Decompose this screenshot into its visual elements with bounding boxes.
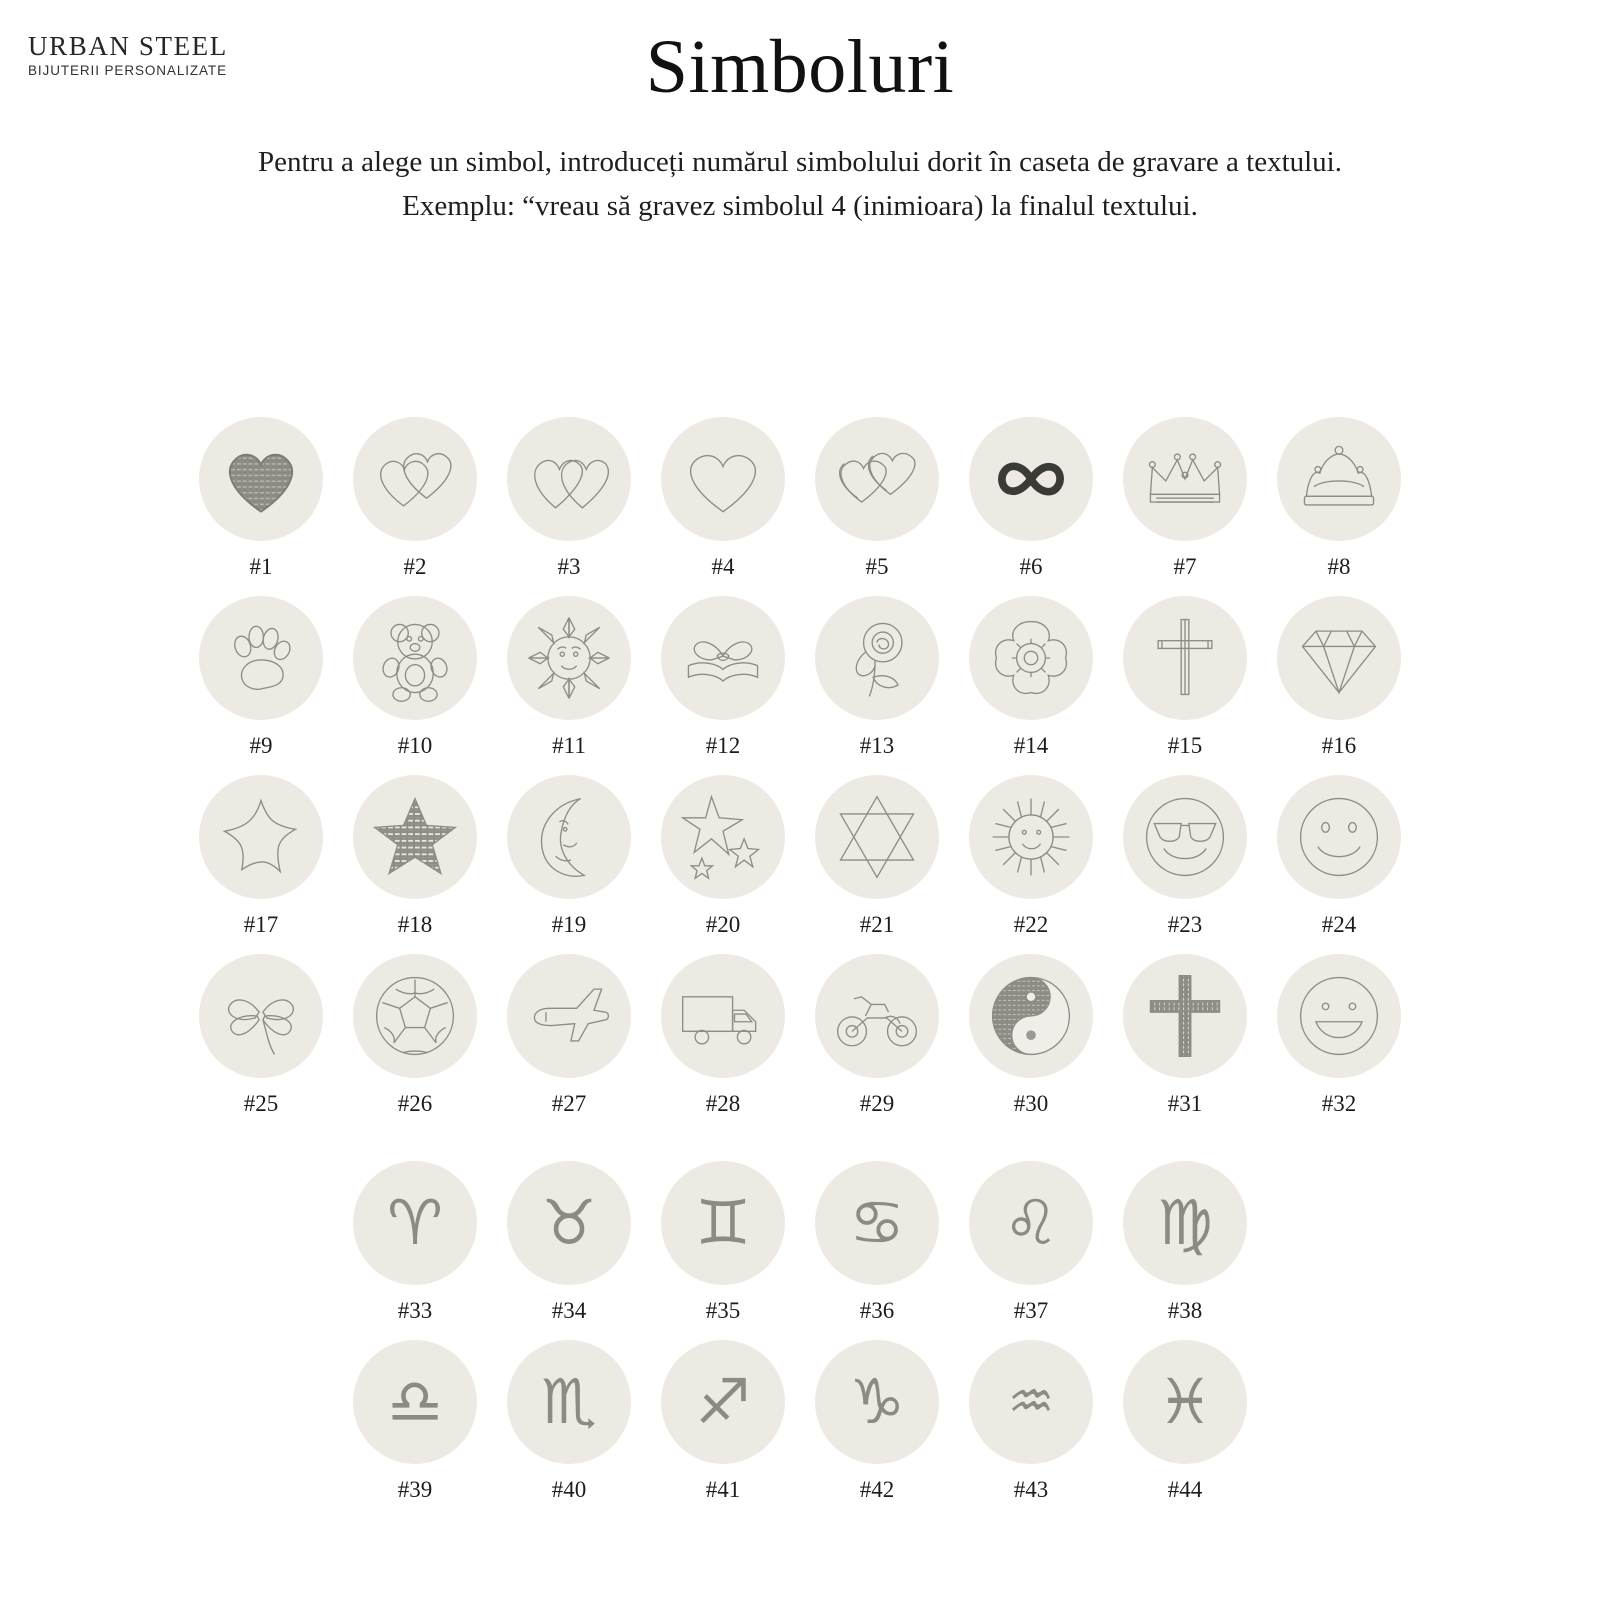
brand-tagline: BIJUTERII PERSONALIZATE	[28, 63, 227, 79]
virgo-icon: ♍	[1157, 1186, 1213, 1259]
yin-yang-icon	[983, 968, 1079, 1064]
symbol-disc[interactable]	[199, 417, 323, 541]
aquarius-icon: ♒	[1007, 1372, 1055, 1432]
truck-icon	[675, 968, 771, 1064]
symbol-caption: #41	[705, 1477, 741, 1502]
scorpio-icon: ♏	[541, 1365, 597, 1438]
symbol-cell-1[interactable]	[196, 417, 326, 580]
symbol-cell-33[interactable]	[350, 1161, 480, 1324]
symbol-cell-8[interactable]	[1274, 417, 1404, 580]
symbol-disc[interactable]	[1123, 1340, 1247, 1464]
star-striped-icon	[367, 789, 463, 885]
symbol-caption: #31	[1167, 1091, 1203, 1116]
symbol-cell-35[interactable]	[658, 1161, 788, 1324]
star-of-david-icon	[829, 789, 925, 885]
taurus-icon: ♉	[541, 1186, 597, 1259]
instructions-line-1: Pentru a alege un simbol, introduceți numărul simbolului dorit în caseta de gravare a	[258, 146, 1239, 178]
symbol-cell-36[interactable]	[812, 1161, 942, 1324]
symbol-disc[interactable]	[815, 417, 939, 541]
symbol-row	[0, 954, 1600, 1117]
symbol-disc[interactable]	[199, 596, 323, 720]
zodiac-row	[0, 1340, 1600, 1503]
smiley-face-icon	[1291, 789, 1387, 885]
symbol-row	[0, 417, 1600, 580]
symbol-caption: #6	[1019, 554, 1043, 579]
symbol-cell-25[interactable]	[196, 954, 326, 1117]
symbol-caption: #38	[1167, 1298, 1203, 1323]
symbol-caption: #20	[705, 912, 741, 937]
two-hearts-side-icon	[521, 431, 617, 527]
symbol-caption: #37	[1013, 1298, 1049, 1323]
symbol-disc[interactable]	[815, 1340, 939, 1464]
symbol-caption: #3	[557, 554, 581, 579]
symbol-cell-18[interactable]	[350, 775, 480, 938]
symbol-caption: #2	[403, 554, 427, 579]
crown-royal-icon	[1291, 431, 1387, 527]
symbol-caption: #26	[397, 1091, 433, 1116]
symbol-disc[interactable]	[507, 596, 631, 720]
symbol-disc[interactable]	[661, 775, 785, 899]
gemini-icon: ♊	[695, 1186, 751, 1259]
symbol-disc[interactable]	[507, 1161, 631, 1285]
infinity-icon	[983, 431, 1079, 527]
heart-outline-icon	[675, 431, 771, 527]
symbol-caption: #7	[1173, 554, 1197, 579]
symbol-caption: #27	[551, 1091, 587, 1116]
symbol-caption: #14	[1013, 733, 1049, 758]
symbol-disc[interactable]	[969, 954, 1093, 1078]
cross-icon	[1137, 610, 1233, 706]
symbol-caption: #44	[1167, 1477, 1203, 1502]
brand-name: URBAN STEEL	[28, 31, 228, 61]
cross-striped-icon	[1137, 968, 1233, 1064]
instructions	[245, 141, 1355, 228]
symbol-disc[interactable]	[353, 1161, 477, 1285]
symbol-disc[interactable]	[1277, 596, 1401, 720]
symbol-cell-14[interactable]	[966, 596, 1096, 759]
symbol-cell-17[interactable]	[196, 775, 326, 938]
symbol-caption: #24	[1321, 912, 1357, 937]
symbol-disc[interactable]	[353, 417, 477, 541]
symbol-disc[interactable]	[969, 417, 1093, 541]
ribbon-bow-icon	[675, 610, 771, 706]
shooting-stars-icon	[675, 789, 771, 885]
symbol-caption: #11	[552, 733, 586, 758]
aries-icon: ♈	[387, 1186, 443, 1259]
crescent-moon-face-icon	[521, 789, 617, 885]
symbol-disc[interactable]	[1123, 954, 1247, 1078]
diamond-icon	[1291, 610, 1387, 706]
symbol-cell-24[interactable]	[1274, 775, 1404, 938]
symbol-cell-11[interactable]	[504, 596, 634, 759]
symbol-disc[interactable]	[353, 596, 477, 720]
symbol-caption: #12	[705, 733, 741, 758]
symbol-disc[interactable]	[1123, 417, 1247, 541]
symbol-disc[interactable]	[199, 775, 323, 899]
symbol-caption: #39	[397, 1477, 433, 1502]
zodiac-row	[0, 1161, 1600, 1324]
symbol-disc[interactable]	[661, 596, 785, 720]
symbol-row	[0, 596, 1600, 759]
rose-flower-icon	[829, 610, 925, 706]
symbol-disc[interactable]	[1123, 1161, 1247, 1285]
sun-face-icon	[521, 610, 617, 706]
symbol-disc[interactable]	[1277, 417, 1401, 541]
symbol-disc[interactable]	[969, 1340, 1093, 1464]
zodiac-grid	[0, 1161, 1600, 1503]
symbol-disc[interactable]	[661, 1161, 785, 1285]
symbol-caption: #28	[705, 1091, 741, 1116]
capricorn-icon: ♑	[849, 1365, 905, 1438]
symbol-cell-26[interactable]	[350, 954, 480, 1117]
symbol-disc[interactable]	[815, 954, 939, 1078]
symbol-disc[interactable]	[969, 596, 1093, 720]
symbol-cell-23[interactable]	[1120, 775, 1250, 938]
symbol-disc[interactable]	[199, 954, 323, 1078]
heart-filled-striped-icon	[213, 431, 309, 527]
symbol-disc[interactable]	[661, 1340, 785, 1464]
symbol-caption: #25	[243, 1091, 279, 1116]
symbol-caption: #32	[1321, 1091, 1357, 1116]
smiling-sun-icon	[983, 789, 1079, 885]
symbol-caption: #33	[397, 1298, 433, 1323]
symbol-disc[interactable]	[969, 775, 1093, 899]
symbol-disc[interactable]	[507, 954, 631, 1078]
symbol-cell-21[interactable]	[812, 775, 942, 938]
symbol-cell-41[interactable]	[658, 1340, 788, 1503]
symbol-disc[interactable]	[661, 417, 785, 541]
symbol-cell-37[interactable]	[966, 1161, 1096, 1324]
four-leaf-clover-icon	[213, 968, 309, 1064]
symbol-disc[interactable]	[969, 1161, 1093, 1285]
symbol-disc[interactable]	[1277, 775, 1401, 899]
symbol-disc[interactable]	[353, 1340, 477, 1464]
symbol-caption: #4	[711, 554, 735, 579]
smiley-sunglasses-icon	[1137, 789, 1233, 885]
instructions-line-2: textului. Exemplu: “vreau să gravez simbolul 4 (inimioara) la finalul textului.	[402, 146, 1342, 222]
symbol-disc[interactable]	[353, 775, 477, 899]
symbol-cell-20[interactable]	[658, 775, 788, 938]
symbol-disc[interactable]	[507, 417, 631, 541]
symbol-cell-27[interactable]	[504, 954, 634, 1117]
symbol-cell-15[interactable]	[1120, 596, 1250, 759]
symbol-disc[interactable]	[1277, 954, 1401, 1078]
blossom-flower-icon	[983, 610, 1079, 706]
symbol-caption: #19	[551, 912, 587, 937]
symbol-cell-40[interactable]	[504, 1340, 634, 1503]
symbol-caption: #1	[249, 554, 273, 579]
symbol-cell-12[interactable]	[658, 596, 788, 759]
leo-icon: ♌	[1003, 1186, 1059, 1259]
symbol-cell-28[interactable]	[658, 954, 788, 1117]
symbol-caption: #30	[1013, 1091, 1049, 1116]
symbol-cell-13[interactable]	[812, 596, 942, 759]
symbol-caption: #21	[859, 912, 895, 937]
symbol-cell-10[interactable]	[350, 596, 480, 759]
crown-ornate-icon	[1137, 431, 1233, 527]
symbol-cell-16[interactable]	[1274, 596, 1404, 759]
symbol-cell-22[interactable]	[966, 775, 1096, 938]
teddy-bear-icon	[367, 610, 463, 706]
symbol-caption: #9	[249, 733, 273, 758]
symbol-caption: #22	[1013, 912, 1049, 937]
symbol-cell-31[interactable]	[1120, 954, 1250, 1117]
symbol-cell-7[interactable]	[1120, 417, 1250, 580]
symbol-caption: #13	[859, 733, 895, 758]
symbol-caption: #29	[859, 1091, 895, 1116]
libra-icon: ♎	[387, 1365, 443, 1438]
symbol-caption: #10	[397, 733, 433, 758]
symbol-caption: #36	[859, 1298, 895, 1323]
symbol-cell-30[interactable]	[966, 954, 1096, 1117]
symbol-disc[interactable]	[353, 954, 477, 1078]
symbol-cell-34[interactable]	[504, 1161, 634, 1324]
smiley-open-mouth-icon	[1291, 968, 1387, 1064]
page-title: Simboluri	[645, 25, 955, 109]
symbol-disc[interactable]	[507, 1340, 631, 1464]
double-heart-outline-icon	[829, 431, 925, 527]
symbol-caption: #43	[1013, 1477, 1049, 1502]
symbol-disc[interactable]	[815, 775, 939, 899]
symbol-cell-43[interactable]	[966, 1340, 1096, 1503]
two-hearts-overlap-icon	[367, 431, 463, 527]
soccer-ball-icon	[367, 968, 463, 1064]
symbol-cell-39[interactable]	[350, 1340, 480, 1503]
symbol-cell-6[interactable]	[966, 417, 1096, 580]
symbol-disc[interactable]	[1123, 775, 1247, 899]
symbol-cell-19[interactable]	[504, 775, 634, 938]
symbol-caption: #23	[1167, 912, 1203, 937]
paw-print-icon	[213, 610, 309, 706]
sagittarius-icon: ♐	[695, 1365, 751, 1438]
symbol-cell-44[interactable]	[1120, 1340, 1250, 1503]
symbol-row	[0, 775, 1600, 938]
symbol-caption: #40	[551, 1477, 587, 1502]
symbol-caption: #42	[859, 1477, 895, 1502]
symbol-disc[interactable]	[815, 596, 939, 720]
cancer-icon: ♋	[849, 1186, 905, 1259]
symbol-disc[interactable]	[1123, 596, 1247, 720]
symbol-cell-9[interactable]	[196, 596, 326, 759]
symbol-cell-32[interactable]	[1274, 954, 1404, 1117]
symbol-cell-29[interactable]	[812, 954, 942, 1117]
symbol-cell-4[interactable]	[658, 417, 788, 580]
airplane-icon	[521, 968, 617, 1064]
motorcycle-icon	[829, 968, 925, 1064]
symbol-caption: #18	[397, 912, 433, 937]
symbol-caption: #8	[1327, 554, 1351, 579]
symbol-cell-3[interactable]	[504, 417, 634, 580]
symbol-caption: #35	[705, 1298, 741, 1323]
symbol-disc[interactable]	[661, 954, 785, 1078]
symbol-caption: #34	[551, 1298, 587, 1323]
symbol-caption: #15	[1167, 733, 1203, 758]
symbol-caption: #16	[1321, 733, 1357, 758]
symbol-caption: #17	[243, 912, 279, 937]
symbol-disc[interactable]	[507, 775, 631, 899]
pisces-icon: ♓	[1157, 1365, 1213, 1438]
brand-logo	[28, 32, 228, 79]
symbol-caption: #5	[865, 554, 889, 579]
symbol-cell-38[interactable]	[1120, 1161, 1250, 1324]
symbol-grid	[0, 417, 1600, 1519]
symbol-cell-42[interactable]	[812, 1340, 942, 1503]
symbol-cell-2[interactable]	[350, 417, 480, 580]
symbol-cell-5[interactable]	[812, 417, 942, 580]
symbol-disc[interactable]	[815, 1161, 939, 1285]
starfish-icon	[213, 789, 309, 885]
